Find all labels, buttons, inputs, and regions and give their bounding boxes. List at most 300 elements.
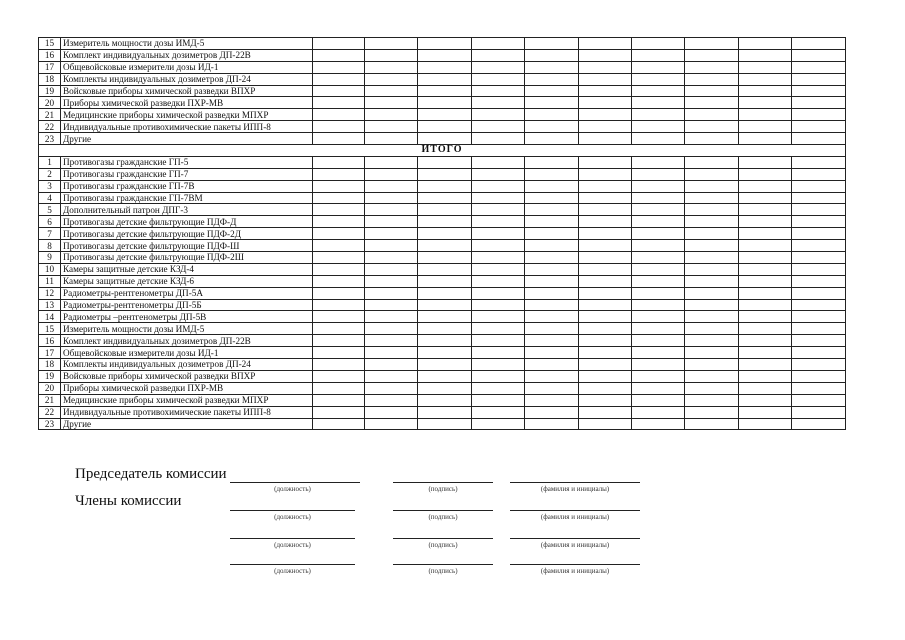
value-cell <box>418 85 472 97</box>
value-cell <box>313 133 365 145</box>
value-cell <box>792 240 846 252</box>
value-cell <box>365 73 418 85</box>
value-cell <box>632 49 685 61</box>
value-cell <box>739 97 792 109</box>
table-row <box>39 97 846 109</box>
signature-line <box>393 482 493 483</box>
value-cell <box>418 382 472 394</box>
value-cell <box>472 121 525 133</box>
value-cell <box>739 85 792 97</box>
value-cell <box>365 121 418 133</box>
value-cell <box>739 263 792 275</box>
row-number: 11 <box>39 275 61 287</box>
row-number: 19 <box>39 370 61 382</box>
signature-line <box>393 538 493 539</box>
value-cell <box>313 323 365 335</box>
value-cell <box>685 73 739 85</box>
value-cell <box>525 240 579 252</box>
value-cell <box>313 73 365 85</box>
row-item-name: Противогазы гражданские ГП-5 <box>61 156 313 168</box>
value-cell <box>739 121 792 133</box>
row-number: 16 <box>39 49 61 61</box>
value-cell <box>685 192 739 204</box>
value-cell <box>792 228 846 240</box>
value-cell <box>739 359 792 371</box>
row-item-name: Измеритель мощности дозы ИМД-5 <box>61 323 313 335</box>
value-cell <box>739 216 792 228</box>
value-cell <box>472 323 525 335</box>
value-cell <box>579 228 632 240</box>
row-item-name: Радиометры-рентгенометры ДП-5А <box>61 287 313 299</box>
row-item-name: Комплекты индивидуальных дозиметров ДП-24 <box>61 359 313 371</box>
table-row <box>39 299 846 311</box>
value-cell <box>739 156 792 168</box>
value-cell <box>418 394 472 406</box>
row-item-name: Войсковые приборы химической разведки ВПХР <box>61 370 313 382</box>
value-cell <box>685 61 739 73</box>
value-cell <box>525 73 579 85</box>
signature-line <box>230 564 355 565</box>
value-cell <box>365 216 418 228</box>
value-cell <box>739 275 792 287</box>
value-cell <box>685 394 739 406</box>
value-cell <box>365 168 418 180</box>
value-cell <box>632 370 685 382</box>
value-cell <box>365 133 418 145</box>
value-cell <box>418 252 472 264</box>
row-number: 15 <box>39 38 61 50</box>
table-row <box>39 347 846 359</box>
value-cell <box>525 228 579 240</box>
members-label: Члены комиссии <box>75 493 182 509</box>
value-cell <box>579 252 632 264</box>
table-row <box>39 252 846 264</box>
value-cell <box>472 228 525 240</box>
row-number: 20 <box>39 382 61 394</box>
value-cell <box>739 311 792 323</box>
value-cell <box>739 418 792 430</box>
value-cell <box>685 49 739 61</box>
signature-block <box>75 466 695 586</box>
table-row <box>39 263 846 275</box>
value-cell <box>632 85 685 97</box>
position-caption: (должность) <box>274 485 311 493</box>
value-cell <box>739 228 792 240</box>
value-cell <box>313 394 365 406</box>
value-cell <box>579 299 632 311</box>
table-row <box>39 228 846 240</box>
value-cell <box>418 370 472 382</box>
value-cell <box>365 38 418 50</box>
value-cell <box>313 216 365 228</box>
value-cell <box>739 61 792 73</box>
value-cell <box>685 240 739 252</box>
table-row <box>39 204 846 216</box>
row-item-name: Измеритель мощности дозы ИМД-5 <box>61 38 313 50</box>
table-row <box>39 311 846 323</box>
value-cell <box>418 228 472 240</box>
value-cell <box>792 180 846 192</box>
value-cell <box>525 335 579 347</box>
row-item-name: Противогазы детские фильтрующие ПДФ-2Д <box>61 228 313 240</box>
value-cell <box>525 216 579 228</box>
value-cell <box>525 252 579 264</box>
value-cell <box>525 382 579 394</box>
value-cell <box>792 192 846 204</box>
value-cell <box>418 61 472 73</box>
value-cell <box>792 121 846 133</box>
value-cell <box>792 299 846 311</box>
value-cell <box>632 299 685 311</box>
value-cell <box>579 359 632 371</box>
value-cell <box>418 359 472 371</box>
value-cell <box>472 347 525 359</box>
value-cell <box>685 85 739 97</box>
value-cell <box>739 109 792 121</box>
value-cell <box>632 418 685 430</box>
value-cell <box>472 240 525 252</box>
row-item-name: Дополнительный патрон ДПГ-3 <box>61 204 313 216</box>
value-cell <box>472 299 525 311</box>
table-row <box>39 359 846 371</box>
value-cell <box>525 109 579 121</box>
row-number: 4 <box>39 192 61 204</box>
row-item-name: Другие <box>61 418 313 430</box>
value-cell <box>472 311 525 323</box>
row-item-name: Войсковые приборы химической разведки ВПХР <box>61 85 313 97</box>
value-cell <box>418 97 472 109</box>
value-cell <box>632 228 685 240</box>
row-number: 16 <box>39 335 61 347</box>
value-cell <box>632 109 685 121</box>
value-cell <box>525 156 579 168</box>
value-cell <box>685 204 739 216</box>
table-row <box>39 406 846 418</box>
value-cell <box>418 347 472 359</box>
value-cell <box>365 61 418 73</box>
value-cell <box>685 370 739 382</box>
value-cell <box>739 287 792 299</box>
name-caption: (фамилия и инициалы) <box>540 541 610 549</box>
value-cell <box>632 133 685 145</box>
row-number: 2 <box>39 168 61 180</box>
value-cell <box>313 335 365 347</box>
value-cell <box>579 406 632 418</box>
table-row <box>39 168 846 180</box>
value-cell <box>739 133 792 145</box>
value-cell <box>418 109 472 121</box>
value-cell <box>313 311 365 323</box>
value-cell <box>472 85 525 97</box>
row-number: 13 <box>39 299 61 311</box>
value-cell <box>792 370 846 382</box>
value-cell <box>313 370 365 382</box>
value-cell <box>472 97 525 109</box>
value-cell <box>685 228 739 240</box>
value-cell <box>685 418 739 430</box>
value-cell <box>579 180 632 192</box>
value-cell <box>685 121 739 133</box>
value-cell <box>418 323 472 335</box>
value-cell <box>525 299 579 311</box>
value-cell <box>472 133 525 145</box>
value-cell <box>313 240 365 252</box>
value-cell <box>525 263 579 275</box>
value-cell <box>739 347 792 359</box>
value-cell <box>525 85 579 97</box>
value-cell <box>365 109 418 121</box>
value-cell <box>472 168 525 180</box>
value-cell <box>579 38 632 50</box>
row-number: 10 <box>39 263 61 275</box>
value-cell <box>418 168 472 180</box>
value-cell <box>313 156 365 168</box>
value-cell <box>472 263 525 275</box>
name-caption: (фамилия и инициалы) <box>540 513 610 521</box>
value-cell <box>365 97 418 109</box>
row-number: 8 <box>39 240 61 252</box>
signature-line <box>393 510 493 511</box>
value-cell <box>313 61 365 73</box>
row-item-name: Приборы химической разведки ПХР-МВ <box>61 97 313 109</box>
value-cell <box>685 216 739 228</box>
value-cell <box>579 216 632 228</box>
value-cell <box>632 323 685 335</box>
value-cell <box>792 216 846 228</box>
value-cell <box>525 347 579 359</box>
row-item-name: Радиометры-рентгенометры ДП-5Б <box>61 299 313 311</box>
value-cell <box>632 38 685 50</box>
value-cell <box>365 406 418 418</box>
name-caption: (фамилия и инициалы) <box>540 485 610 493</box>
row-number: 5 <box>39 204 61 216</box>
value-cell <box>365 228 418 240</box>
value-cell <box>365 156 418 168</box>
value-cell <box>792 133 846 145</box>
value-cell <box>579 335 632 347</box>
value-cell <box>313 275 365 287</box>
table-row <box>39 240 846 252</box>
value-cell <box>418 263 472 275</box>
value-cell <box>579 168 632 180</box>
table-row <box>39 394 846 406</box>
equipment-table <box>38 37 846 430</box>
value-cell <box>685 168 739 180</box>
row-item-name: Противогазы детские фильтрующие ПДФ-2Ш <box>61 252 313 264</box>
table-row <box>39 38 846 50</box>
value-cell <box>792 73 846 85</box>
value-cell <box>685 299 739 311</box>
total-row <box>39 145 846 157</box>
value-cell <box>418 275 472 287</box>
value-cell <box>313 180 365 192</box>
value-cell <box>632 192 685 204</box>
value-cell <box>579 121 632 133</box>
value-cell <box>579 370 632 382</box>
row-number: 22 <box>39 121 61 133</box>
value-cell <box>472 252 525 264</box>
value-cell <box>525 287 579 299</box>
value-cell <box>418 180 472 192</box>
value-cell <box>313 121 365 133</box>
value-cell <box>739 168 792 180</box>
row-number: 21 <box>39 394 61 406</box>
value-cell <box>792 263 846 275</box>
value-cell <box>685 38 739 50</box>
signature-line <box>510 564 640 565</box>
row-item-name: Медицинские приборы химической разведки МПХР <box>61 109 313 121</box>
row-number: 19 <box>39 85 61 97</box>
row-item-name: Общевойсковые измерители дозы ИД-1 <box>61 61 313 73</box>
position-caption: (должность) <box>274 513 311 521</box>
value-cell <box>685 97 739 109</box>
value-cell <box>365 335 418 347</box>
row-item-name: Противогазы детские фильтрующие ПДФ-Д <box>61 216 313 228</box>
value-cell <box>579 311 632 323</box>
table-row <box>39 49 846 61</box>
value-cell <box>365 275 418 287</box>
row-item-name: Противогазы гражданские ГП-7ВМ <box>61 192 313 204</box>
value-cell <box>579 382 632 394</box>
value-cell <box>792 156 846 168</box>
signature-caption: (подпись) <box>428 513 458 521</box>
value-cell <box>685 133 739 145</box>
value-cell <box>632 156 685 168</box>
value-cell <box>525 204 579 216</box>
value-cell <box>792 61 846 73</box>
row-number: 9 <box>39 252 61 264</box>
value-cell <box>632 359 685 371</box>
value-cell <box>579 192 632 204</box>
row-item-name: Индивидуальные противохимические пакеты ИПП-8 <box>61 121 313 133</box>
row-number: 18 <box>39 73 61 85</box>
value-cell <box>365 299 418 311</box>
table-row <box>39 418 846 430</box>
value-cell <box>418 73 472 85</box>
value-cell <box>792 323 846 335</box>
value-cell <box>632 406 685 418</box>
row-number: 23 <box>39 133 61 145</box>
value-cell <box>365 394 418 406</box>
value-cell <box>365 252 418 264</box>
row-item-name: Комплект индивидуальных дозиметров ДП-22В <box>61 49 313 61</box>
table-row <box>39 335 846 347</box>
row-number: 15 <box>39 323 61 335</box>
value-cell <box>313 228 365 240</box>
value-cell <box>365 49 418 61</box>
value-cell <box>579 263 632 275</box>
table-row <box>39 275 846 287</box>
table-row <box>39 216 846 228</box>
row-item-name: Общевойсковые измерители дозы ИД-1 <box>61 347 313 359</box>
value-cell <box>579 61 632 73</box>
value-cell <box>792 109 846 121</box>
value-cell <box>313 418 365 430</box>
value-cell <box>365 382 418 394</box>
value-cell <box>632 121 685 133</box>
value-cell <box>313 263 365 275</box>
value-cell <box>579 204 632 216</box>
value-cell <box>632 240 685 252</box>
row-item-name: Радиометры –рентгенометры ДП-5В <box>61 311 313 323</box>
value-cell <box>418 406 472 418</box>
value-cell <box>525 275 579 287</box>
value-cell <box>472 38 525 50</box>
value-cell <box>579 323 632 335</box>
value-cell <box>472 287 525 299</box>
value-cell <box>365 263 418 275</box>
row-item-name: Противогазы детские фильтрующие ПДФ-Ш <box>61 240 313 252</box>
value-cell <box>313 359 365 371</box>
signature-line <box>393 564 493 565</box>
value-cell <box>472 370 525 382</box>
value-cell <box>632 180 685 192</box>
value-cell <box>313 85 365 97</box>
value-cell <box>525 49 579 61</box>
value-cell <box>418 204 472 216</box>
value-cell <box>792 406 846 418</box>
value-cell <box>792 38 846 50</box>
value-cell <box>632 335 685 347</box>
value-cell <box>792 85 846 97</box>
value-cell <box>472 61 525 73</box>
value-cell <box>313 109 365 121</box>
value-cell <box>472 73 525 85</box>
signature-line <box>230 510 355 511</box>
value-cell <box>313 382 365 394</box>
value-cell <box>685 252 739 264</box>
value-cell <box>525 121 579 133</box>
value-cell <box>685 263 739 275</box>
table-row <box>39 109 846 121</box>
row-number: 17 <box>39 61 61 73</box>
value-cell <box>792 347 846 359</box>
table-row <box>39 287 846 299</box>
row-item-name: Камеры защитные детские КЗД-6 <box>61 275 313 287</box>
row-item-name: Комплект индивидуальных дозиметров ДП-22В <box>61 335 313 347</box>
value-cell <box>739 370 792 382</box>
value-cell <box>472 192 525 204</box>
signature-caption: (подпись) <box>428 485 458 493</box>
value-cell <box>792 311 846 323</box>
value-cell <box>632 275 685 287</box>
value-cell <box>525 418 579 430</box>
row-item-name: Приборы химической разведки ПХР-МВ <box>61 382 313 394</box>
row-item-name: Противогазы гражданские ГП-7 <box>61 168 313 180</box>
chairman-label: Председатель комиссии <box>75 466 227 482</box>
value-cell <box>472 204 525 216</box>
value-cell <box>525 38 579 50</box>
value-cell <box>313 97 365 109</box>
value-cell <box>685 406 739 418</box>
value-cell <box>365 359 418 371</box>
value-cell <box>418 121 472 133</box>
signature-line <box>230 482 360 483</box>
value-cell <box>313 204 365 216</box>
value-cell <box>525 192 579 204</box>
row-number: 3 <box>39 180 61 192</box>
table-row <box>39 180 846 192</box>
value-cell <box>525 311 579 323</box>
value-cell <box>792 335 846 347</box>
value-cell <box>418 240 472 252</box>
value-cell <box>685 109 739 121</box>
row-number: 17 <box>39 347 61 359</box>
signature-line <box>510 538 640 539</box>
value-cell <box>418 156 472 168</box>
value-cell <box>739 180 792 192</box>
name-caption: (фамилия и инициалы) <box>540 567 610 575</box>
